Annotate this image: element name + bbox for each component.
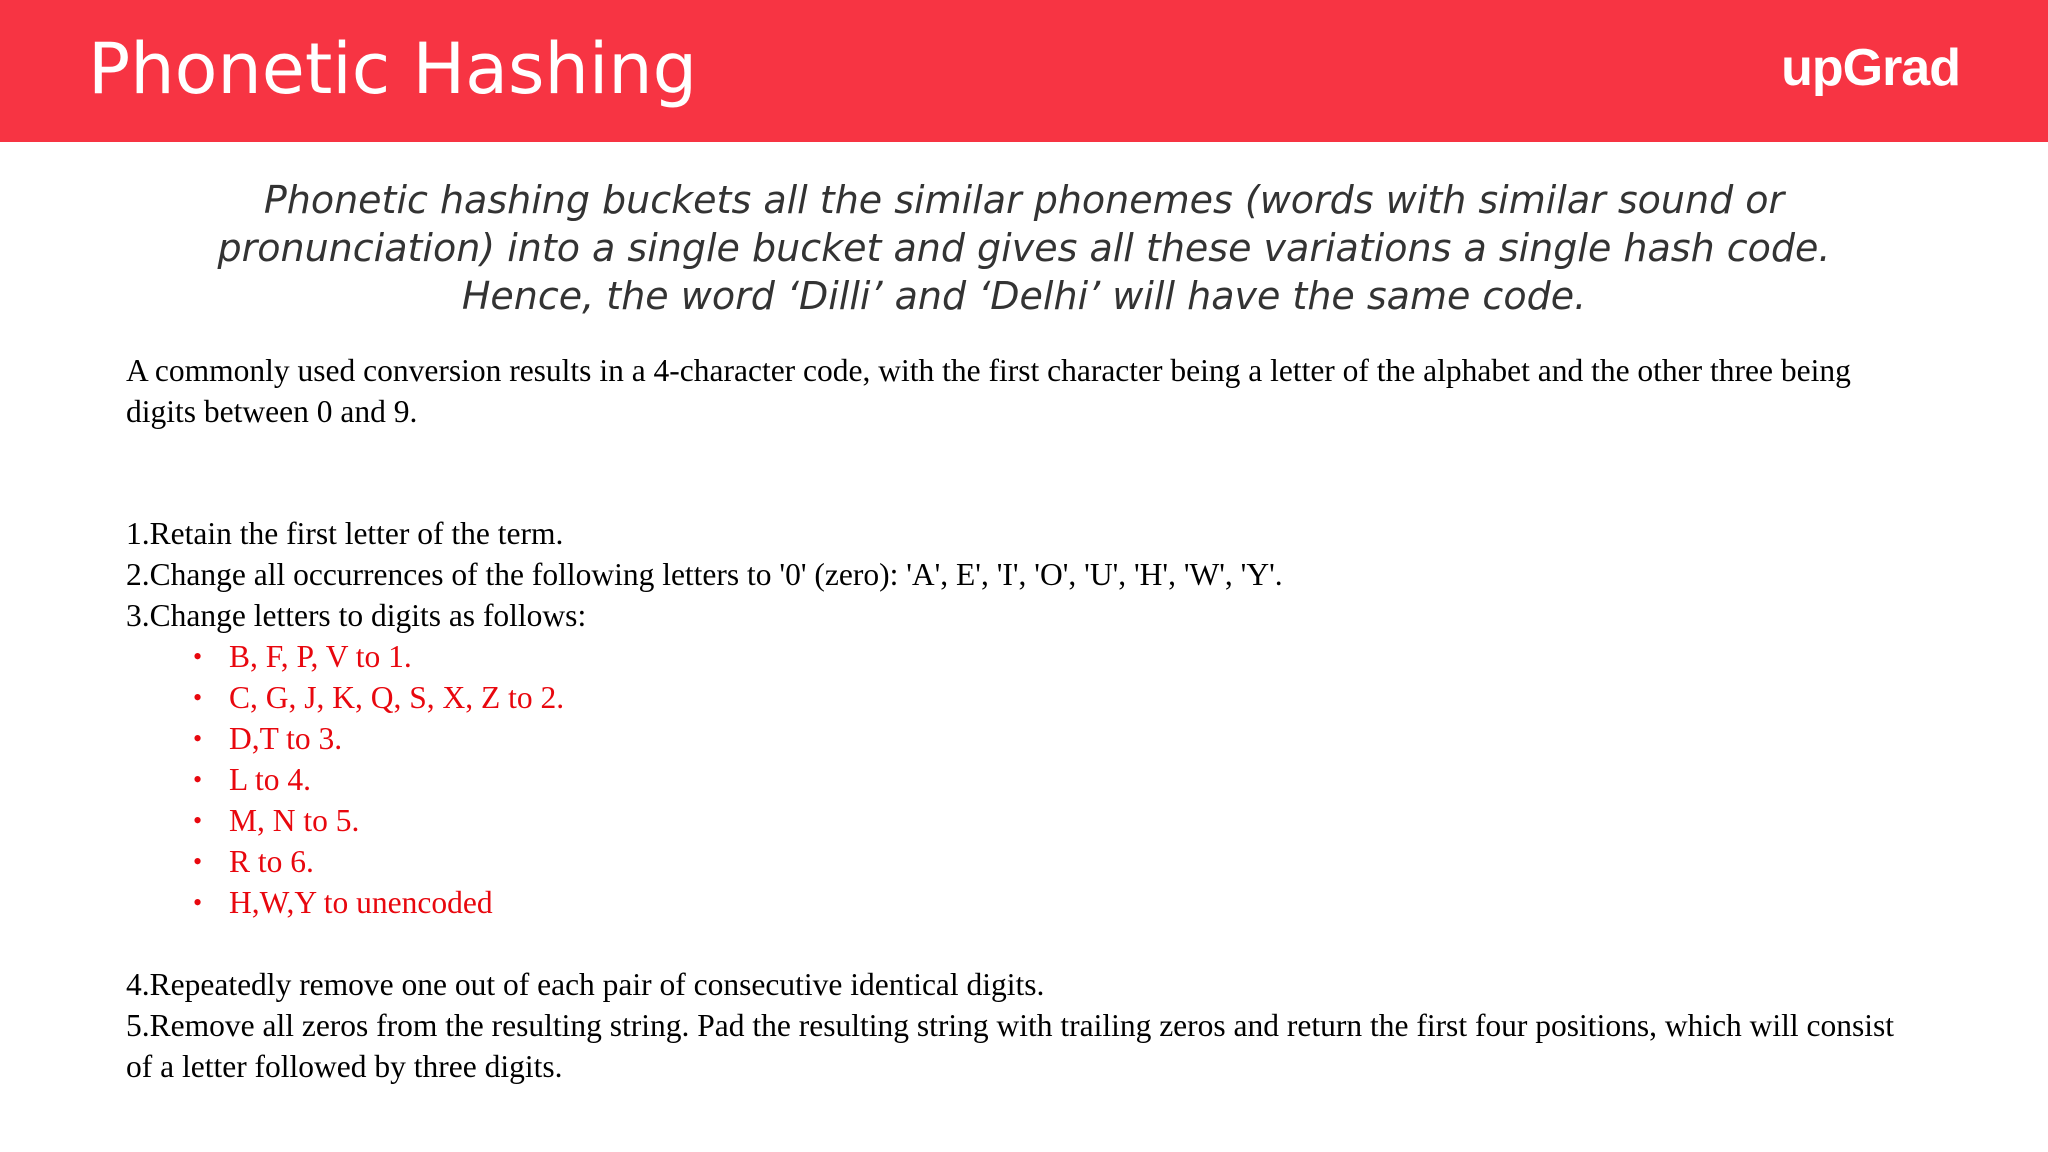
upgrad-logo: upGrad [1781,39,1960,97]
rule-item [193,882,1926,923]
rule-item [193,759,1926,800]
rule-text: B, F, P, V to 1. [229,639,412,674]
steps-list [126,513,1926,1087]
bullet-icon: • [193,806,203,835]
bullet-icon: • [193,888,203,917]
header-bar [0,0,2048,142]
rule-item [193,800,1926,841]
intro-quote [200,176,1848,320]
intro-line: Hence, the word ‘Dilli’ and ‘Delhi’ will have the same code. [461,274,1587,318]
rule-text: C, G, J, K, Q, S, X, Z to 2. [229,680,565,715]
step-3: 3.Change letters to digits as follows: [126,598,587,633]
bullet-icon: • [193,847,203,876]
intro-line: pronunciation) into a single bucket and gives all these variations a single hash code. [217,226,1831,270]
rule-item [193,841,1926,882]
step-1: 1.Retain the first letter of the term. [126,516,564,551]
step-4: 4.Repeatedly remove one out of each pair of consecutive identical digits. [126,967,1045,1002]
bullet-icon: • [193,724,203,753]
rule-text: D,T to 3. [229,721,343,756]
description-paragraph: A commonly used conversion results in a 4-character code, with the first character being a letter of the alphabet and the other three being digits between 0 and 9. [126,353,1851,429]
rule-item [193,677,1926,718]
bullet-icon: • [193,683,203,712]
conversion-rules [126,636,1926,923]
rule-text: M, N to 5. [229,803,360,838]
intro-line: Phonetic hashing buckets all the similar phonemes (words with similar sound or [263,178,1785,222]
rule-text: L to 4. [229,762,311,797]
step-2: 2.Change all occurrences of the following letters to '0' (zero): 'A', E', 'I', 'O', 'U', 'H', 'W', 'Y'. [126,557,1283,592]
spacer [126,923,1926,964]
rule-text: H,W,Y to unencoded [229,885,493,920]
step-5: 5.Remove all zeros from the resulting string. Pad the resulting string with trailing zeros and return the first four positions, which will consist of a letter followed by three digits. [126,1008,1895,1084]
bullet-icon: • [193,642,203,671]
rule-text: R to 6. [229,844,314,879]
bullet-icon: • [193,765,203,794]
slide-title: Phonetic Hashing [88,28,698,110]
rule-item [193,636,1926,677]
rule-item [193,718,1926,759]
